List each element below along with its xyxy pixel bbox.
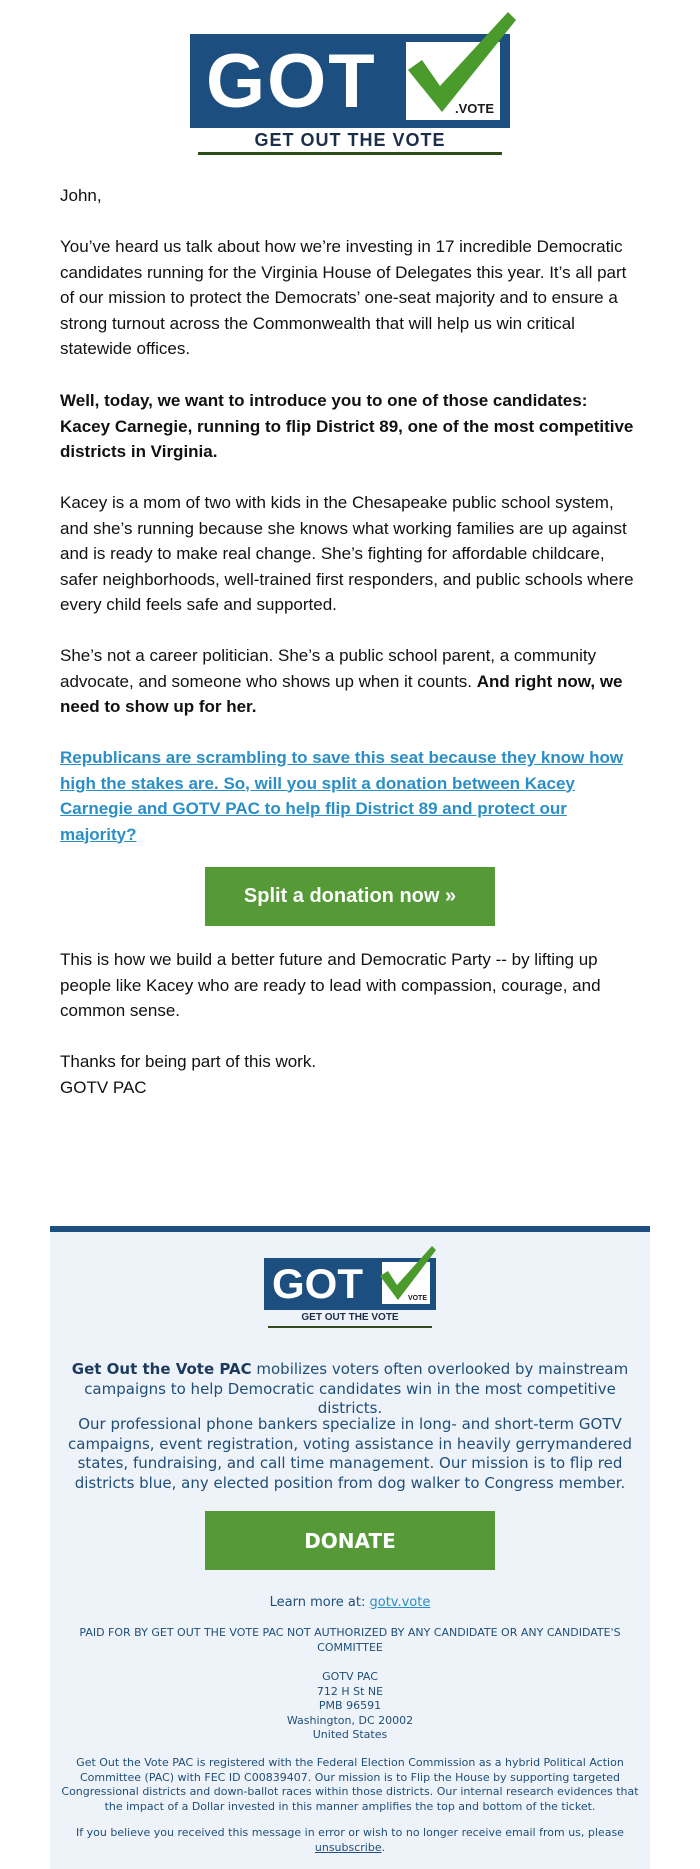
donation-link-paragraph[interactable]: Republicans are scrambling to save this seat because they know how high the stakes are. So, will you split a donation between Kacey Carnegie and GOTV PAC to help flip District 89 and protect our majority? — [60, 748, 624, 844]
footer-logo-text: GOT — [272, 1260, 363, 1307]
checkmark-icon — [400, 8, 520, 118]
signature: GOTV PAC — [60, 1077, 147, 1097]
cta-bold-text: And right now, we need to show up for her. — [60, 671, 623, 716]
address-line5: United States — [312, 1728, 388, 1741]
unsubscribe-end: . — [381, 1840, 386, 1854]
learn-more-label: Learn more at: — [269, 1595, 370, 1610]
footer-logo[interactable] — [264, 1258, 444, 1330]
cta-plain-text: She’s not a career politician. She’s a public school parent, a community advocate, and someone who shows up when it counts. — [60, 646, 597, 691]
paragraph-intro: You’ve heard us talk about how we’re investing in 17 incredible Democratic candidates running for the Virginia House of Delegates this year. It’s all part of our mission to protect the Democrats’ one-seat majority and to ensure a strong turnout across the Commonwealth that will help us win critical statewide offices. — [60, 237, 627, 358]
learn-more — [60, 1593, 640, 1613]
signoff — [60, 1049, 640, 1100]
fec-disclaimer: Get Out the Vote PAC is registered with the Federal Election Commission as a hybrid Political Action Committee (PAC) with FEC ID C00839407. Our mission is to Flip the House by supporting targeted Congressional districts and down-ballot races within those districts. Our internal research evidences that the impact of a Dollar invested in this manner amplifies the top and bottom of the ticket. — [61, 1756, 639, 1813]
footer-logo-underline — [268, 1326, 432, 1328]
paragraph-closing: This is how we build a better future and Democratic Party -- by lifting up people like Kacey who are ready to lead with compassion, courage, and common sense. — [60, 950, 601, 1020]
logo-tagline: GET OUT THE VOTE — [254, 130, 446, 150]
mailing-address — [60, 1670, 640, 1743]
logo-badge-text: .VOTE — [454, 101, 494, 116]
paragraph-candidate-intro: Well, today, we want to introduce you to one of those candidates: Kacey Carnegie, running to flip District 89, one of the most competitive districts in Virginia. — [60, 391, 634, 461]
footer-checkmark-icon — [376, 1244, 438, 1304]
logo-underline — [198, 152, 502, 155]
paragraph-call-to-action — [60, 643, 640, 720]
logo-text: GOT — [206, 39, 377, 124]
address-line1: GOTV PAC — [322, 1670, 378, 1683]
unsubscribe-link[interactable]: unsubscribe — [314, 1840, 382, 1854]
footer-intro-bold: Get Out the Vote PAC — [71, 1360, 252, 1378]
split-donation-button[interactable]: Split a donation now » — [205, 867, 495, 926]
signoff-text: Thanks for being part of this work. — [60, 1052, 317, 1071]
footer — [50, 1226, 650, 1869]
unsubscribe-notice — [60, 1826, 640, 1855]
footer-intro-rest: mobilizes voters often overlooked by mainstream campaigns to help Democratic candidates win in the most competitive districts. — [84, 1360, 629, 1417]
address-line4: Washington, DC 20002 — [286, 1713, 414, 1727]
footer-intro — [60, 1360, 640, 1419]
address-line3: PMB 96591 — [318, 1699, 382, 1712]
unsubscribe-text: If you believe you received this message in error or wish to no longer receive email from us, please — [76, 1826, 624, 1839]
gotv-website-link[interactable]: gotv.vote — [369, 1595, 431, 1610]
paragraph-candidate-bio: Kacey is a mom of two with kids in the Chesapeake public school system, and she’s running because she knows what working families are up against and is ready to make real change. She’s fighting for affordable childcare, safer neighborhoods, well-trained first responders, and public schools where every child feels safe and supported. — [60, 493, 634, 614]
address-line2: 712 H St NE — [316, 1684, 384, 1698]
header — [0, 0, 700, 175]
footer-logo-tagline: GET OUT THE VOTE — [301, 1312, 399, 1323]
greeting: John, — [60, 186, 102, 205]
paid-for-disclaimer: PAID FOR BY GET OUT THE VOTE PAC NOT AUTHORIZED BY ANY CANDIDATE OR ANY CANDIDATE'S COMMITTEE — [79, 1626, 621, 1654]
donate-button[interactable]: DONATE — [205, 1511, 495, 1570]
footer-mission: Our professional phone bankers specialize in long- and short-term GOTV campaigns, event registration, voting assistance in heavily gerrymandered states, fundraising, and call time management. Our mission is to flip red districts blue, any elected position from dog walker to Congress member. — [68, 1415, 632, 1492]
footer-logo-badge-text: VOTE — [407, 1295, 427, 1302]
gotv-logo[interactable] — [190, 34, 520, 156]
